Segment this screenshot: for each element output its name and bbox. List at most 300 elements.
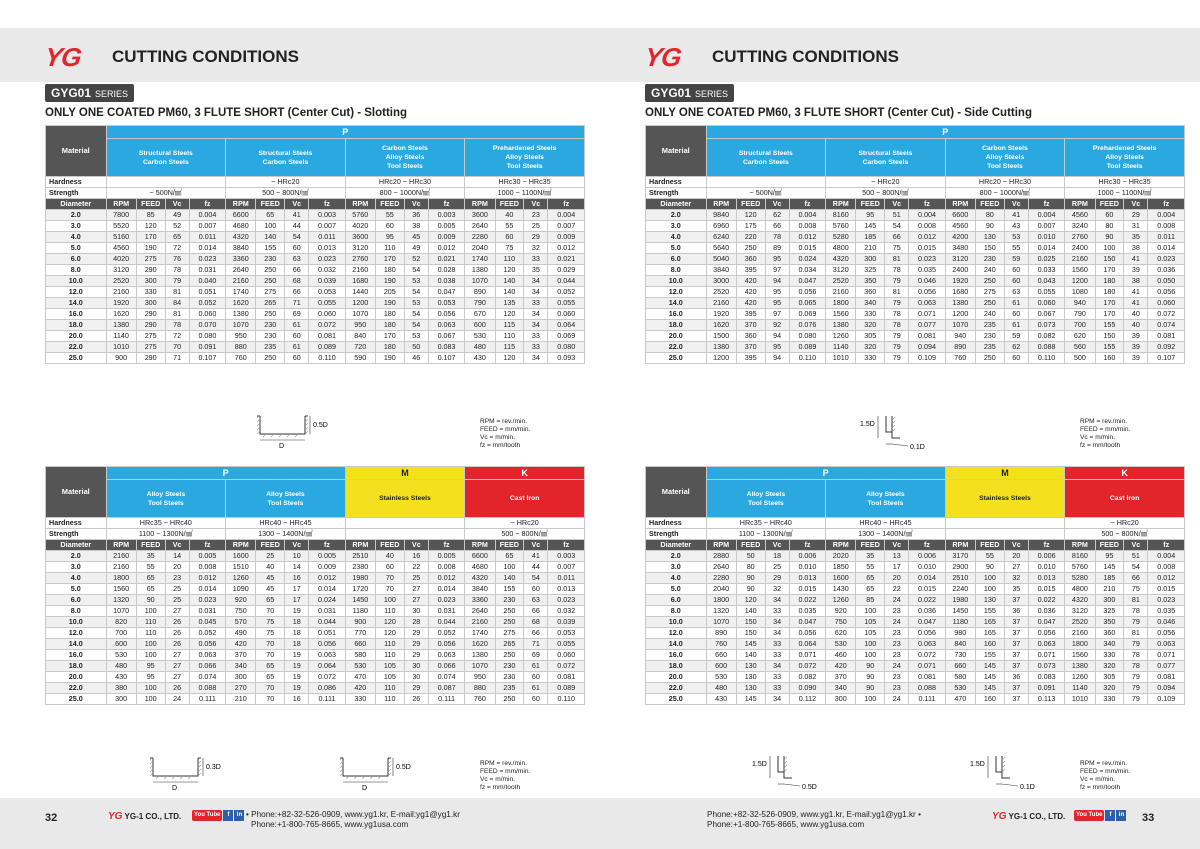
table-cell: 160 xyxy=(975,694,1004,705)
contact-line-1: Phone:+82-32-526-0909, www.yg1.kr, E-mail:yg1@yg1.kr • xyxy=(707,810,921,819)
table-cell: 0.004 xyxy=(1028,210,1064,221)
units-note-line: RPM = rev./min. xyxy=(480,418,527,425)
table-cell: 2280 xyxy=(706,573,736,584)
facebook-icon[interactable]: f xyxy=(223,810,233,821)
table-cell: 49 xyxy=(165,210,189,221)
table-cell: 150 xyxy=(975,243,1004,254)
linkedin-icon[interactable]: in xyxy=(1116,810,1126,821)
table-cell: 305 xyxy=(856,331,885,342)
group-k: K xyxy=(1065,467,1185,480)
table-cell: 0.014 xyxy=(909,573,945,584)
table-cell: 580 xyxy=(945,672,975,683)
table-cell: 1140 xyxy=(826,342,856,353)
table-cell: 1200 xyxy=(1065,276,1095,287)
table-cell: 60 xyxy=(285,353,309,364)
table-cell: 1260 xyxy=(826,595,856,606)
group-p: P xyxy=(106,126,584,139)
diameter-cell: 22.0 xyxy=(646,342,707,353)
table-cell: 1140 xyxy=(1065,683,1095,694)
table-cell: 0.083 xyxy=(1028,672,1064,683)
table-cell: 120 xyxy=(495,353,524,364)
table-cell: 36 xyxy=(1004,606,1028,617)
table-cell: 2510 xyxy=(345,551,375,562)
category-line: Structural Steels xyxy=(858,149,913,157)
table-cell: 0.074 xyxy=(1148,320,1185,331)
table-cell: 29 xyxy=(524,232,548,243)
table-cell: 78 xyxy=(1124,606,1148,617)
units-note-line: fz = mm/tooth xyxy=(1080,784,1121,791)
table-cell: 0.071 xyxy=(789,650,825,661)
table-cell: 0.074 xyxy=(428,672,464,683)
table-row xyxy=(46,232,585,243)
table-cell: 24 xyxy=(885,595,909,606)
table-cell: 120 xyxy=(495,309,524,320)
table-cell: 1380 xyxy=(106,320,136,331)
material-label: Material xyxy=(46,467,107,518)
diameter-cell: 18.0 xyxy=(46,661,107,672)
table-cell: 100 xyxy=(136,606,165,617)
table-cell: 1500 xyxy=(706,331,736,342)
table-cell: 130 xyxy=(736,672,765,683)
width-label: D xyxy=(362,785,368,792)
column-header: fz xyxy=(1148,540,1185,551)
table-cell: 430 xyxy=(465,353,495,364)
category-line: Alloy Steels xyxy=(746,490,786,498)
table-cell: 97 xyxy=(765,265,789,276)
table-cell: 470 xyxy=(345,672,375,683)
table-row xyxy=(646,573,1185,584)
column-header: FEED xyxy=(736,540,765,551)
table-cell: 0.014 xyxy=(189,584,225,595)
table-cell: 27 xyxy=(404,584,428,595)
hardness-value: HRc20 ~ HRc30 xyxy=(945,177,1065,188)
table-cell: 320 xyxy=(856,342,885,353)
table-cell: 150 xyxy=(1095,331,1124,342)
table-cell: 35 xyxy=(856,551,885,562)
table-cell: 275 xyxy=(975,287,1004,298)
table-cell: 62 xyxy=(765,210,789,221)
table-cell: 0.015 xyxy=(1148,584,1185,595)
table-cell: 3120 xyxy=(1065,606,1095,617)
material-label: Material xyxy=(646,126,707,177)
table-cell: 79 xyxy=(1124,639,1148,650)
table-cell: 1720 xyxy=(345,584,375,595)
table-cell: 17 xyxy=(885,562,909,573)
table-cell: 68 xyxy=(524,617,548,628)
table-cell: 75 xyxy=(256,617,285,628)
table-cell: 17 xyxy=(285,595,309,606)
social-icons[interactable] xyxy=(192,810,245,821)
diameter-cell: 4.0 xyxy=(646,573,707,584)
contact-line-2: Phone:+1-800-765-8665, www.yg1usa.com xyxy=(251,820,409,829)
table-cell: 1010 xyxy=(106,342,136,353)
table-cell: 79 xyxy=(885,298,909,309)
table-cell: 95 xyxy=(136,661,165,672)
table-cell: 190 xyxy=(136,243,165,254)
table-cell: 0.008 xyxy=(909,221,945,232)
table-cell: 2400 xyxy=(1065,243,1095,254)
table-cell: 8160 xyxy=(826,210,856,221)
strength-value: 500 ~ 800N/㎟ xyxy=(1065,529,1185,540)
table-cell: 32 xyxy=(524,243,548,254)
table-cell: 6600 xyxy=(945,210,975,221)
units-note-line: fz = mm/tooth xyxy=(1080,442,1121,449)
table-cell: 0.023 xyxy=(189,595,225,606)
table-cell: 66 xyxy=(765,221,789,232)
table-cell: 51 xyxy=(1124,551,1148,562)
table-cell: 1800 xyxy=(706,595,736,606)
table-cell: 3360 xyxy=(465,595,495,606)
table-cell: 92 xyxy=(765,320,789,331)
table-cell: 0.088 xyxy=(189,683,225,694)
diameter-cell: 2.0 xyxy=(646,210,707,221)
table-cell: 1090 xyxy=(226,584,256,595)
table-cell: 60 xyxy=(524,584,548,595)
diameter-cell: 12.0 xyxy=(46,628,107,639)
strength-value: ~ 500N/㎟ xyxy=(106,188,226,199)
table-cell: 0.052 xyxy=(548,287,585,298)
table-cell: 19 xyxy=(285,650,309,661)
diameter-cell: 6.0 xyxy=(646,595,707,606)
table-cell: 980 xyxy=(945,628,975,639)
category-line: Tool Steels xyxy=(506,163,543,170)
units-note-line: Vc = m/min. xyxy=(480,776,515,783)
table-cell: 60 xyxy=(285,331,309,342)
table-cell: 2160 xyxy=(226,276,256,287)
table-cell: 0.023 xyxy=(309,254,345,265)
page-number: 33 xyxy=(1142,812,1155,824)
table-cell: 53 xyxy=(404,298,428,309)
table-cell: 0.011 xyxy=(189,232,225,243)
table-cell: 0.066 xyxy=(428,661,464,672)
category-line: Carbon Steels xyxy=(142,158,189,166)
hardness-value: HRc30 ~ HRc35 xyxy=(465,177,585,188)
table-cell: 0.088 xyxy=(1028,342,1064,353)
table-cell: 0.111 xyxy=(309,694,345,705)
table-cell: 1260 xyxy=(1065,672,1095,683)
table-cell: 110 xyxy=(375,639,404,650)
material-category xyxy=(226,480,346,518)
table-cell: 300 xyxy=(136,276,165,287)
table-cell: 0.012 xyxy=(189,573,225,584)
table-cell: 16 xyxy=(404,551,428,562)
table-cell: 110 xyxy=(375,606,404,617)
yg-mark: YG xyxy=(992,811,1007,822)
strength-value xyxy=(945,529,1065,540)
table-cell: 0.013 xyxy=(789,573,825,584)
table-cell: 0.091 xyxy=(1028,683,1064,694)
table-cell: 0.004 xyxy=(1148,551,1185,562)
table-cell: 100 xyxy=(136,639,165,650)
diameter-cell: 8.0 xyxy=(46,606,107,617)
table-cell: 55 xyxy=(136,562,165,573)
table-row xyxy=(46,562,585,573)
table-cell: 0.038 xyxy=(428,276,464,287)
youtube-icon[interactable]: You Tube xyxy=(1074,810,1104,821)
table-cell: 39 xyxy=(1124,265,1148,276)
table-row xyxy=(646,298,1185,309)
table-cell: 330 xyxy=(136,287,165,298)
table-cell: 25 xyxy=(165,584,189,595)
table-cell: 0.055 xyxy=(1028,287,1064,298)
table-cell: 1920 xyxy=(706,309,736,320)
table-cell: 430 xyxy=(106,672,136,683)
table-cell: 2520 xyxy=(706,287,736,298)
table-cell: 0.091 xyxy=(189,342,225,353)
table-row xyxy=(646,562,1185,573)
table-cell: 0.060 xyxy=(548,309,585,320)
table-cell: 140 xyxy=(256,232,285,243)
linkedin-icon[interactable]: in xyxy=(234,810,244,821)
table-cell: 63 xyxy=(285,254,309,265)
table-cell: 29 xyxy=(404,628,428,639)
table-cell: 120 xyxy=(495,265,524,276)
table-cell: 1450 xyxy=(945,606,975,617)
table-cell: 0.014 xyxy=(1148,243,1185,254)
table-cell: 18 xyxy=(285,639,309,650)
table-cell: 145 xyxy=(975,661,1004,672)
table-cell: 33 xyxy=(765,606,789,617)
table-cell: 29 xyxy=(1124,210,1148,221)
table-cell: 39 xyxy=(1124,353,1148,364)
table-cell: 27 xyxy=(404,595,428,606)
table-cell: 78 xyxy=(165,320,189,331)
table-cell: 0.012 xyxy=(309,573,345,584)
table-cell: 100 xyxy=(495,562,524,573)
width-label: D xyxy=(172,785,178,792)
table-cell: 3120 xyxy=(106,265,136,276)
table-cell: 190 xyxy=(375,276,404,287)
table-cell: 0.023 xyxy=(1148,595,1185,606)
table-cell: 1070 xyxy=(345,309,375,320)
table-cell: 1070 xyxy=(465,661,495,672)
table-cell: 0.056 xyxy=(1028,628,1064,639)
table-cell: 100 xyxy=(856,639,885,650)
table-cell: 0.010 xyxy=(1028,232,1064,243)
table-cell: 0.022 xyxy=(909,595,945,606)
hardness-value: ~ HRc20 xyxy=(826,177,946,188)
table-cell: 0.110 xyxy=(1028,353,1064,364)
cutting-table xyxy=(45,125,585,364)
diameter-cell: 10.0 xyxy=(46,617,107,628)
table-cell: 1980 xyxy=(345,573,375,584)
table-cell: 0.009 xyxy=(309,562,345,573)
units-note-line: Vc = m/min. xyxy=(1080,434,1115,441)
table-cell: 65 xyxy=(136,584,165,595)
table-cell: 53 xyxy=(404,331,428,342)
table-cell: 115 xyxy=(495,320,524,331)
table-cell: 25 xyxy=(765,562,789,573)
table-cell: 3840 xyxy=(706,265,736,276)
diameter-cell: 2.0 xyxy=(46,551,107,562)
table-cell: 19 xyxy=(285,661,309,672)
diameter-cell: 25.0 xyxy=(646,694,707,705)
table-cell: 370 xyxy=(226,650,256,661)
table-cell: 1620 xyxy=(465,639,495,650)
table-cell: 0.044 xyxy=(548,276,585,287)
table-cell: 0.009 xyxy=(428,232,464,243)
table-cell: 3000 xyxy=(706,276,736,287)
table-cell: 70 xyxy=(165,342,189,353)
table-cell: 190 xyxy=(375,298,404,309)
table-cell: 24 xyxy=(885,661,909,672)
table-cell: 2040 xyxy=(706,584,736,595)
table-cell: 950 xyxy=(465,672,495,683)
column-header: fz xyxy=(909,199,945,210)
diameter-cell: 22.0 xyxy=(646,683,707,694)
table-cell: 150 xyxy=(736,617,765,628)
table-cell: 300 xyxy=(106,694,136,705)
table-cell: 0.094 xyxy=(1148,683,1185,694)
table-cell: 330 xyxy=(345,694,375,705)
table-cell: 0.011 xyxy=(548,573,585,584)
table-row xyxy=(46,320,585,331)
table-cell: 37 xyxy=(1004,650,1028,661)
table-cell: 79 xyxy=(885,331,909,342)
diameter-cell: 3.0 xyxy=(46,562,107,573)
table-cell: 0.014 xyxy=(428,584,464,595)
table-cell: 105 xyxy=(375,672,404,683)
contact-info xyxy=(246,810,460,830)
table-cell: 480 xyxy=(706,683,736,694)
table-cell: 0.109 xyxy=(909,353,945,364)
table-cell: 1070 xyxy=(945,320,975,331)
table-cell: 81 xyxy=(885,254,909,265)
table-cell: 275 xyxy=(136,331,165,342)
table-cell: 730 xyxy=(945,650,975,661)
table-subtitle: ONLY ONE COATED PM60, 3 FLUTE SHORT (Center Cut) - Slotting xyxy=(45,107,408,119)
table-cell: 145 xyxy=(736,694,765,705)
table-row xyxy=(46,606,585,617)
diameter-cell: 25.0 xyxy=(46,353,107,364)
table-cell: 36 xyxy=(404,210,428,221)
table-cell: 1920 xyxy=(106,298,136,309)
table-cell: 250 xyxy=(975,298,1004,309)
table-cell: 340 xyxy=(226,661,256,672)
table-cell: 0.036 xyxy=(1148,265,1185,276)
table-cell: 54 xyxy=(404,287,428,298)
table-cell: 35 xyxy=(136,551,165,562)
table-row xyxy=(46,650,585,661)
table-cell: 85 xyxy=(856,595,885,606)
table-cell: 140 xyxy=(736,650,765,661)
material-category xyxy=(106,480,226,518)
social-icons[interactable] xyxy=(1074,810,1127,821)
diameter-label: Diameter xyxy=(46,199,107,210)
cutting-table xyxy=(645,125,1185,364)
table-cell: 0.003 xyxy=(548,551,585,562)
category-line: Stainless Steels xyxy=(379,494,431,502)
table-cell: 290 xyxy=(136,309,165,320)
table-cell: 880 xyxy=(465,683,495,694)
table-cell: 70 xyxy=(256,606,285,617)
table-cell: 0.089 xyxy=(309,342,345,353)
table-cell: 70 xyxy=(375,573,404,584)
table-row xyxy=(646,353,1185,364)
column-header: Vc xyxy=(404,199,428,210)
material-category xyxy=(465,139,585,177)
table-cell: 100 xyxy=(136,650,165,661)
table-cell: 0.071 xyxy=(909,309,945,320)
depth-label: 1.5D xyxy=(970,761,985,768)
column-header: FEED xyxy=(736,199,765,210)
strength-value: 800 ~ 1000N/㎟ xyxy=(945,188,1065,199)
column-header: RPM xyxy=(465,199,495,210)
category-line: Carbon Steels xyxy=(382,145,428,152)
table-cell: 160 xyxy=(1095,353,1124,364)
table-cell: 0.087 xyxy=(428,683,464,694)
table-cell: 0.073 xyxy=(1028,320,1064,331)
category-line: Tool Steels xyxy=(987,163,1023,170)
table-cell: 60 xyxy=(495,232,524,243)
table-cell: 5280 xyxy=(826,232,856,243)
table-cell: 0.023 xyxy=(428,595,464,606)
table-cell: 265 xyxy=(495,639,524,650)
table-row xyxy=(46,694,585,705)
table-cell: 0.015 xyxy=(1028,584,1064,595)
table-cell: 0.039 xyxy=(548,617,585,628)
diameter-cell: 2.0 xyxy=(46,210,107,221)
table-cell: 6600 xyxy=(465,551,495,562)
table-cell: 0.031 xyxy=(189,606,225,617)
table-cell: 0.044 xyxy=(428,617,464,628)
table-cell: 28 xyxy=(404,617,428,628)
category-line: Alloy Steels xyxy=(985,154,1025,161)
table-cell: 0.053 xyxy=(428,298,464,309)
table-cell: 0.081 xyxy=(1148,331,1185,342)
youtube-icon[interactable]: You Tube xyxy=(192,810,222,821)
facebook-icon[interactable]: f xyxy=(1105,810,1115,821)
material-category xyxy=(945,139,1065,177)
table-cell: 2520 xyxy=(1065,617,1095,628)
table-cell: 26 xyxy=(165,617,189,628)
table-cell: 0.028 xyxy=(428,265,464,276)
table-cell: 65 xyxy=(165,232,189,243)
table-cell: 0.043 xyxy=(1028,276,1064,287)
units-note-line: FEED = mm/min. xyxy=(480,426,531,433)
table-cell: 1600 xyxy=(226,551,256,562)
page-title: CUTTING CONDITIONS xyxy=(112,47,299,66)
table-cell: 60 xyxy=(1004,353,1028,364)
table-cell: 4320 xyxy=(826,254,856,265)
table-row xyxy=(646,661,1185,672)
table-cell: 78 xyxy=(1124,661,1148,672)
table-cell: 0.055 xyxy=(309,298,345,309)
table-cell: 71 xyxy=(524,639,548,650)
table-cell: 33 xyxy=(524,298,548,309)
table-cell: 360 xyxy=(1095,628,1124,639)
table-cell: 61 xyxy=(285,342,309,353)
table-cell: 2160 xyxy=(706,298,736,309)
table-cell: 78 xyxy=(885,320,909,331)
table-cell: 0.081 xyxy=(548,672,585,683)
table-cell: 81 xyxy=(885,287,909,298)
column-header: Vc xyxy=(765,199,789,210)
table-cell: 0.064 xyxy=(548,320,585,331)
table-cell: 1180 xyxy=(945,617,975,628)
category-line: Prehardened Steels xyxy=(492,145,557,152)
table-row xyxy=(646,276,1185,287)
table-cell: 3600 xyxy=(465,210,495,221)
table-cell: 395 xyxy=(736,309,765,320)
table-cell: 250 xyxy=(495,606,524,617)
column-header: Vc xyxy=(285,540,309,551)
hardness-value: HRc35 ~ HRc40 xyxy=(706,518,826,529)
table-cell: 0.024 xyxy=(789,254,825,265)
table-cell: 1560 xyxy=(1065,265,1095,276)
table-cell: 36 xyxy=(1004,672,1028,683)
company-logo xyxy=(108,811,181,822)
